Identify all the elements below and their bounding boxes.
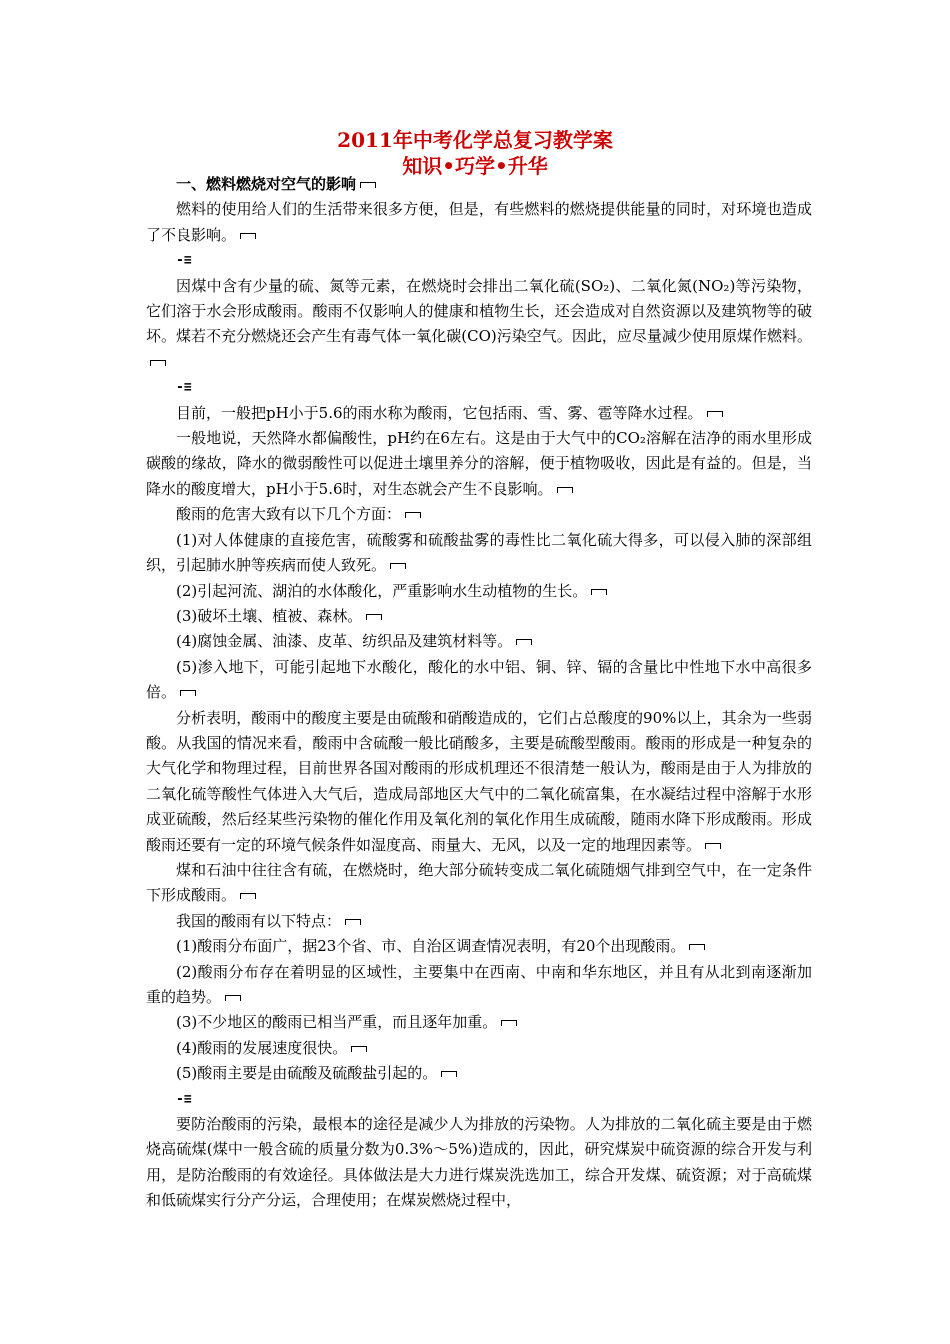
paragraph-mark-icon — [689, 944, 705, 950]
list-item: (2)酸雨分布存在着明显的区域性，主要集中在西南、中南和华东地区，并且有从北到南逐渐加重的趋势。 — [146, 962, 812, 1006]
list-item: (3)不少地区的酸雨已相当严重，而且逐年加重。 — [146, 1010, 812, 1035]
paragraph: 我国的酸雨有以下特点： — [146, 909, 812, 934]
paragraph: 燃料的使用给人们的生活带来很多方便，但是，有些燃料的燃烧提供能量的同时，对环境也造成了不良影响。 — [146, 200, 812, 244]
list-item: (5)酸雨主要是由硫酸及硫酸盐引起的。 — [146, 1061, 812, 1086]
paragraph-mark-icon — [516, 639, 532, 645]
list-item: (4)腐蚀金属、油漆、皮革、纺织品及建筑材料等。 — [146, 629, 812, 654]
separator-glyph: -≡ — [176, 1091, 192, 1107]
paragraph: 目前，一般把pH小于5.6的雨水称为酸雨，它包括雨、雪、雾、雹等降水过程。 — [146, 401, 812, 426]
paragraph-mark-icon — [240, 233, 256, 239]
document-subtitle: 知识•巧学•升华 — [402, 154, 548, 178]
paragraph: 酸雨的危害大致有以下几个方面： — [146, 502, 812, 527]
paragraph-mark-icon — [180, 690, 196, 696]
list-item: (2)引起河流、湖泊的水体酸化，严重影响水生动植物的生长。 — [146, 579, 812, 604]
paragraph-mark-icon — [501, 1020, 517, 1026]
paragraph: 一般地说，天然降水都偏酸性，pH约在6左右。这是由于大气中的CO₂溶解在洁净的雨水里形成碳酸的缘故，降水的微弱酸性可以促进土壤里养分的溶解，便于植物吸收，因此是有益的。但是，当降水的酸度增大，pH小于5.6时，对生态就会产生不良影响。 — [146, 429, 812, 498]
paragraph-mark-icon — [345, 919, 361, 925]
paragraph: 煤和石油中往往含有硫，在燃烧时，绝大部分硫转变成二氧化硫随烟气排到空气中，在一定条件下形成酸雨。 — [146, 860, 812, 905]
paragraph-mark-icon — [150, 360, 166, 366]
paragraph-mark-icon — [705, 843, 721, 849]
separator-glyph: -≡ — [176, 253, 192, 269]
document-title: 2011年中考化学总复习教学案 — [337, 128, 613, 152]
list-item: (4)酸雨的发展速度很快。 — [146, 1036, 812, 1061]
list-item: (3)破坏土壤、植被、森林。 — [146, 604, 812, 629]
paragraph-mark-icon — [390, 563, 406, 569]
paragraph-mark-icon — [591, 589, 607, 595]
paragraph-mark-icon — [351, 1046, 367, 1052]
paragraph-mark-icon — [366, 614, 382, 620]
paragraph-mark-icon — [405, 512, 421, 518]
paragraph-mark-icon — [360, 182, 376, 188]
list-item: (1)对人体健康的直接危害，硫酸雾和硫酸盐雾的毒性比二氧化硫大得多，可以侵入肺的深部组织，引起肺水肿等疾病而使人致死。 — [146, 530, 812, 575]
list-item: (1)酸雨分布面广，据23个省、市、自治区调查情况表明，有20个出现酸雨。 — [146, 934, 812, 959]
paragraph-mark-icon — [707, 411, 723, 417]
document-body — [146, 172, 812, 1214]
paragraph-mark-icon — [225, 995, 241, 1001]
paragraph-mark-icon — [240, 893, 256, 899]
paragraph: 分析表明，酸雨中的酸度主要是由硫酸和硝酸造成的，它们占总酸度的90%以上，其余为一些弱酸。从我国的情况来看，酸雨中含硫酸一般比硝酸多，主要是硫酸型酸雨。酸雨的形成是一种复杂的大气化学和物理过程，目前世界各国对酸雨的形成机理还不很清楚一般认为，酸雨是由于人为排放的二氧化硫等酸性气体进入大气后，造成局部地区大气中的二氧化硫富集，在水凝结过程中溶解于水形成亚硫酸，然后经某些污染物的催化作用及氧化剂的氧化作用生成硫酸，随雨水降下形成酸雨。形成酸雨还要有一定的环境气候条件如湿度高、雨量大、无风，以及一定的地理因素等。 — [146, 708, 812, 854]
separator-glyph: -≡ — [176, 380, 192, 396]
section-heading: 一、燃料燃烧对空气的影响 — [146, 172, 812, 197]
list-item: (5)渗入地下，可能引起地下水酸化，酸化的水中铝、铜、锌、镉的含量比中性地下水中高很多倍。 — [146, 657, 812, 702]
paragraph-mark-icon — [441, 1071, 457, 1077]
paragraph: 要防治酸雨的污染，最根本的途径是减少人为排放的污染物。人为排放的二氧化硫主要是由于燃烧高硫煤(煤中一般含硫的质量分数为0.3%～5%)造成的，因此，研究煤炭中硫资源的综合开发与利用，是防治酸雨的有效途径。具体做法是大力进行煤炭洗选加工，综合开发煤、硫资源；对于高硫煤和低硫煤实行分产分运，合理使用；在煤炭燃烧过程中， — [146, 1115, 812, 1210]
paragraph: 因煤中含有少量的硫、氮等元素，在燃烧时会排出二氧化硫(SO₂)、二氧化氮(NO₂)等污染物，它们溶于水会形成酸雨。酸雨不仅影响人的健康和植物生长，还会造成对自然资源以及建筑物等的破坏。煤若不充分燃烧还会产生有毒气体一氧化碳(CO)污染空气。因此，应尽量减少使用原煤作燃料。 — [146, 274, 812, 376]
paragraph-mark-icon — [557, 487, 573, 493]
